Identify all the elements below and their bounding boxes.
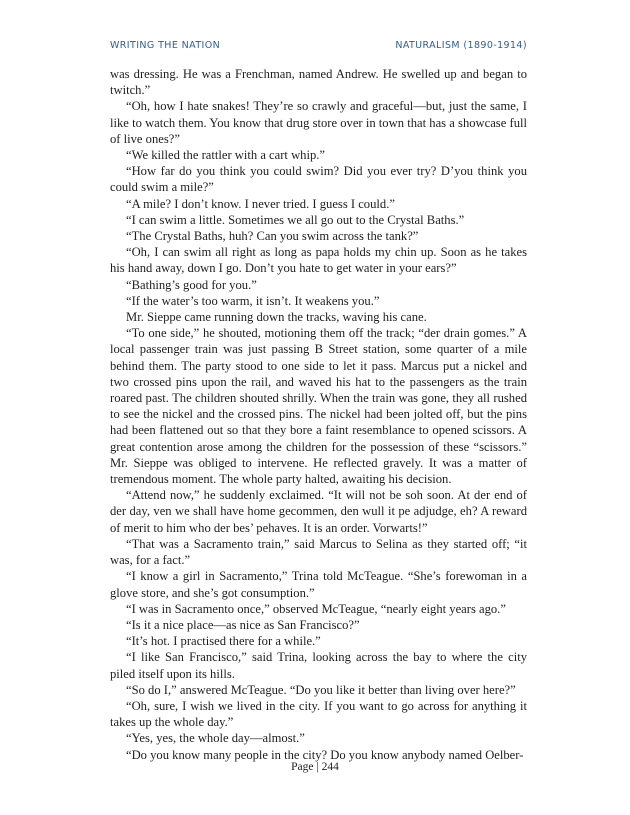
paragraph: “So do I,” answered McTeague. “Do you like it better than living over here?” <box>126 682 516 697</box>
paragraph: “To one side,” he shouted, motioning them off the track; “der drain gomes.” A local passenger train was just passing B Street station, some quarter of a mile behind them. The party stood to one side to let it pass. Marcus put a nickel and two crossed pins upon the rail, and waved his hat to the passengers as the train roared past. The children shouted shrilly. When the train was gone, they all rushed to see the nickel and the crossed pins. The nickel had been jolted off, but the pins had been flattened out so that they bore a faint resemblance to opened scissors. A great contention arose among the children for the possession of these “scissors.” Mr. Sieppe was obliged to intervene. He reflected gravely. It was a matter of tremendous moment. The whole party halted, awaiting his decision. <box>110 326 527 487</box>
paragraph: was dressing. He was a Frenchman, named Andrew. He swelled up and began to twitch.” <box>110 67 527 98</box>
page-number: Page | 244 <box>291 761 339 773</box>
paragraph: “I can swim a little. Sometimes we all go out to the Crystal Baths.” <box>126 212 465 227</box>
paragraph: Mr. Sieppe came running down the tracks, waving his cane. <box>126 310 427 325</box>
paragraph: “The Crystal Baths, huh? Can you swim across the tank?” <box>126 229 419 244</box>
running-header <box>110 40 527 54</box>
body-text <box>110 66 527 763</box>
paragraph: “Attend now,” he suddenly exclaimed. “It will not be soh soon. At der end of der day, ven we shall have home gecommen, den wull it pe adjudge, eh? A reward of merit to him who der bes’ pehaves. It is an order. Vorwarts!” <box>110 488 527 535</box>
paragraph: “A mile? I don’t know. I never tried. I guess I could.” <box>126 196 395 211</box>
paragraph: “Do you know many people in the city? Do you know anybody named Oelber- <box>126 747 524 762</box>
paragraph: “Yes, yes, the whole day—almost.” <box>126 731 305 746</box>
header-section-title: NATURALISM (1890-1914) <box>395 40 527 51</box>
paragraph: “I know a girl in Sacramento,” Trina told McTeague. “She’s forewoman in a glove store, and she’s got consumption.” <box>110 569 527 600</box>
paragraph: “Oh, how I hate snakes! They’re so crawly and graceful—but, just the same, I like to watch them. You know that drug store over in town that has a showcase full of live ones?” <box>110 99 527 146</box>
paragraph: “It’s hot. I practised there for a while.” <box>126 634 321 649</box>
paragraph: “Is it a nice place—as nice as San Francisco?” <box>126 617 360 632</box>
paragraph: “That was a Sacramento train,” said Marcus to Selina as they started off; “it was, for a fact.” <box>110 536 527 568</box>
paragraph: “Bathing’s good for you.” <box>126 277 257 292</box>
paragraph: “I like San Francisco,” said Trina, looking across the bay to where the city piled itself upon its hills. <box>110 650 527 681</box>
paragraph: “We killed the rattler with a cart whip.” <box>126 148 326 163</box>
paragraph: “Oh, I can swim all right as long as papa holds my chin up. Soon as he takes his hand away, down I go. Don’t you hate to get water in your ears?” <box>110 245 527 276</box>
paragraph: “I was in Sacramento once,” observed McTeague, “nearly eight years ago.” <box>126 601 506 616</box>
paragraph: “How far do you think you could swim? Did you ever try? D’you think you could swim a mile?” <box>110 164 527 195</box>
page-footer <box>0 761 630 773</box>
paragraph: “If the water’s too warm, it isn’t. It weakens you.” <box>126 293 380 308</box>
header-book-title: WRITING THE NATION <box>110 40 221 51</box>
paragraph: “Oh, sure, I wish we lived in the city. If you want to go across for anything it takes up the whole day.” <box>110 698 527 730</box>
